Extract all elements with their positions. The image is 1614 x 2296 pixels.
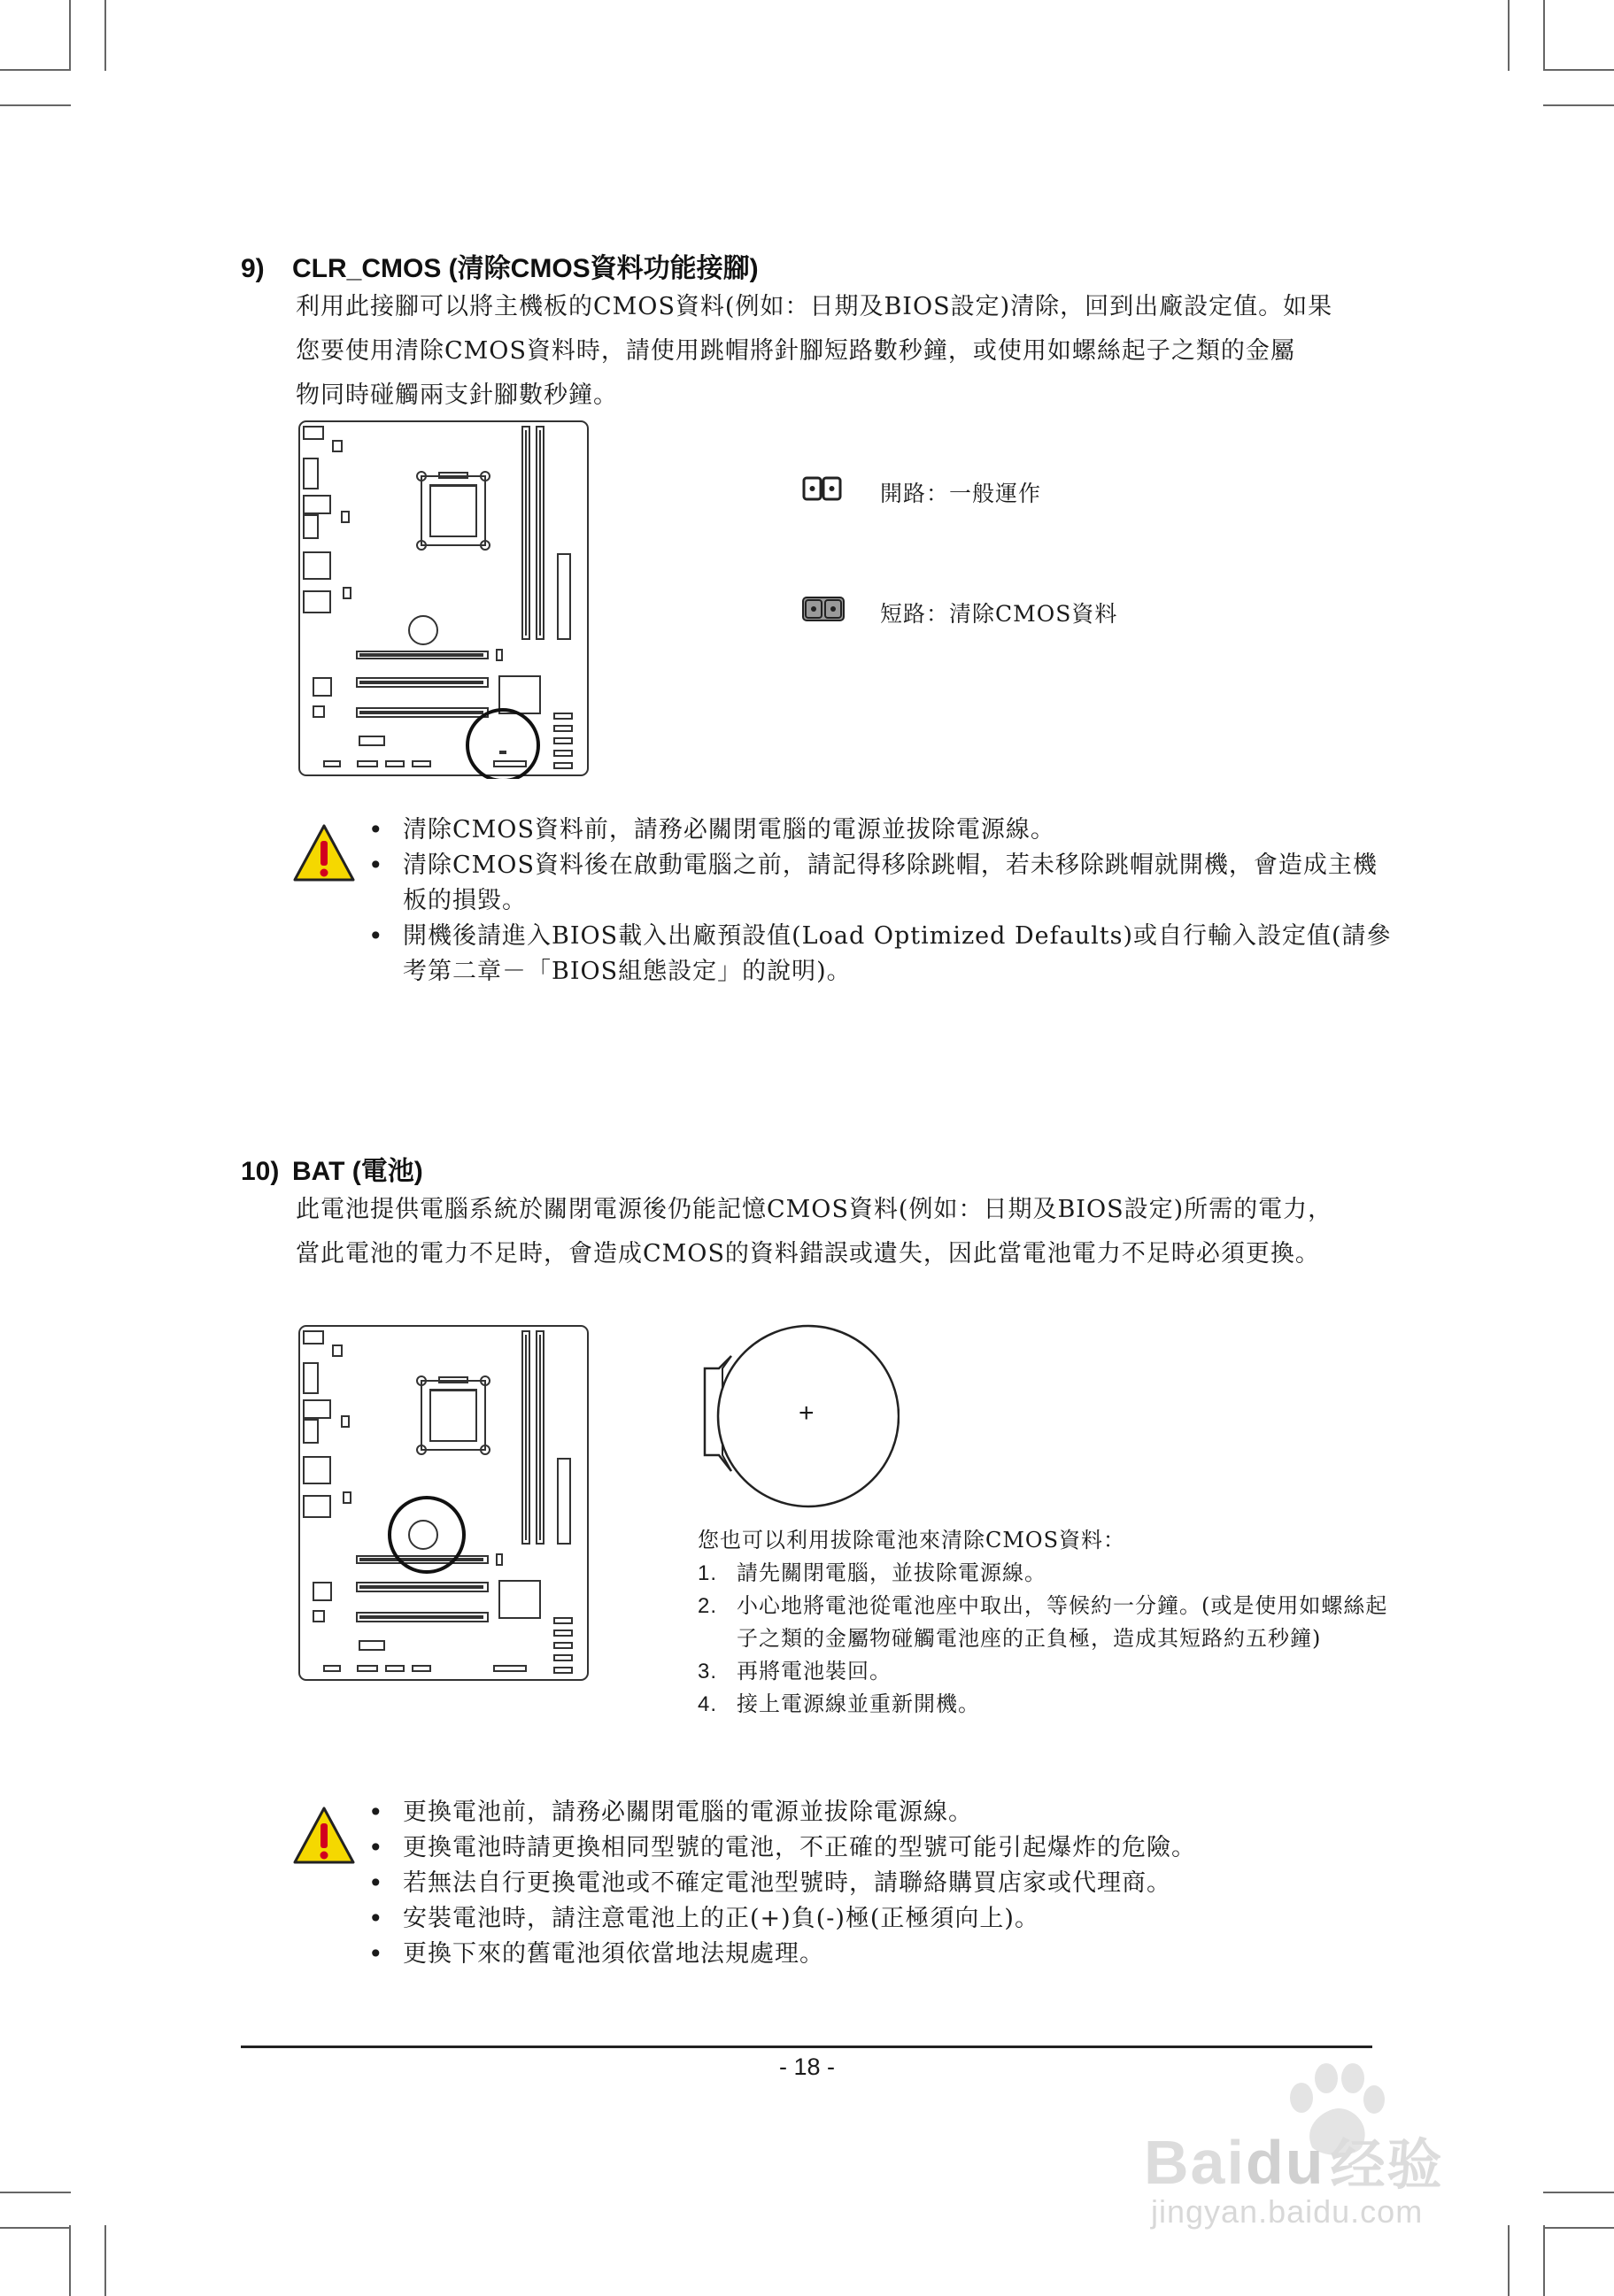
section-10-paragraph bbox=[296, 1188, 1385, 1276]
crop-mark bbox=[104, 2225, 106, 2296]
page-number: - 18 - bbox=[778, 2053, 836, 2080]
battery-holder-icon bbox=[696, 1322, 900, 1512]
step-item bbox=[698, 1590, 1388, 1655]
step-text: 再將電池裝回。 bbox=[737, 1659, 892, 1683]
warning-item: • 開機後請進入BIOS載入出廠預設值(Load Optimized Defaults)或自行輸入設定值(請參考第二章－「BIOS組態設定」的說明)。 bbox=[365, 919, 1392, 990]
warning-item: • 更換電池時請更換相同型號的電池，不正確的型號可能引起爆炸的危險。 bbox=[365, 1830, 1392, 1866]
section-10-warning-list bbox=[365, 1795, 1392, 1972]
motherboard-diagram-clr-cmos bbox=[297, 420, 591, 779]
crop-mark bbox=[1543, 69, 1614, 71]
steps-intro: 您也可以利用拔除電池來清除CMOS資料： bbox=[698, 1528, 1126, 1552]
step-number: 1. bbox=[698, 1561, 718, 1585]
crop-mark bbox=[0, 2192, 71, 2193]
watermark-brand bbox=[1144, 2121, 1443, 2200]
watermark-brand-cn: 经验 bbox=[1330, 2132, 1444, 2197]
section-title: BAT (電池) bbox=[292, 1157, 423, 1186]
step-text: 小心地將電池從電池座中取出，等候約一分鐘。(或是使用如螺絲起子之類的金屬物碰觸電池座的正負極，造成其短路約五秒鐘) bbox=[737, 1593, 1388, 1651]
paragraph-line: 當此電池的電力不足時，會造成CMOS的資料錯誤或遺失，因此當電池電力不足時必須更換。 bbox=[296, 1240, 1320, 1267]
step-number: 2. bbox=[698, 1594, 718, 1618]
watermark-brand-bai: Bai bbox=[1144, 2128, 1246, 2197]
crop-mark bbox=[1543, 0, 1545, 71]
step-text: 接上電源線並重新開機。 bbox=[737, 1691, 980, 1716]
footer-rule bbox=[241, 2046, 1372, 2048]
section-9-warning-list bbox=[365, 813, 1392, 990]
paragraph-line: 您要使用清除CMOS資料時，請使用跳帽將針腳短路數秒鐘，或使用如螺絲起子之類的金屬 bbox=[296, 337, 1295, 365]
warning-item: • 更換下來的舊電池須依當地法規處理。 bbox=[365, 1937, 1392, 1972]
crop-mark bbox=[1508, 0, 1510, 71]
crop-mark bbox=[69, 0, 71, 71]
warning-item: • 清除CMOS資料後在啟動電腦之前，請記得移除跳帽，若未移除跳帽就開機，會造成主機板的損毀。 bbox=[365, 848, 1392, 919]
battery-plus-sign: + bbox=[799, 1398, 815, 1428]
watermark-url: jingyan.baidu.com bbox=[1151, 2193, 1424, 2230]
warning-item: • 安裝電池時，請注意電池上的正(+)負(-)極(正極須向上)。 bbox=[365, 1901, 1392, 1937]
motherboard-diagram-battery bbox=[297, 1324, 591, 1683]
crop-mark bbox=[0, 69, 71, 71]
crop-mark bbox=[1543, 104, 1614, 106]
section-title: CLR_CMOS (清除CMOS資料功能接腳) bbox=[292, 254, 759, 283]
jumper-open-icon bbox=[802, 476, 843, 503]
crop-mark bbox=[1508, 2225, 1510, 2296]
jumper-open-label: 開路：一般運作 bbox=[880, 481, 1042, 506]
paragraph-line: 此電池提供電腦系統於關閉電源後仍能記憶CMOS資料(例如：日期及BIOS設定)所需的電力， bbox=[296, 1196, 1333, 1223]
step-item bbox=[698, 1557, 1388, 1590]
paragraph-line: 物同時碰觸兩支針腳數秒鐘。 bbox=[296, 381, 618, 409]
crop-mark bbox=[69, 2225, 71, 2296]
section-9-heading bbox=[241, 246, 759, 285]
warning-item: • 若無法自行更換電池或不確定電池型號時，請聯絡購買店家或代理商。 bbox=[365, 1866, 1392, 1901]
warning-item: • 更換電池前，請務必關閉電腦的電源並拔除電源線。 bbox=[365, 1795, 1392, 1830]
warning-item: • 清除CMOS資料前，請務必關閉電腦的電源並拔除電源線。 bbox=[365, 813, 1392, 848]
warning-icon bbox=[292, 823, 356, 883]
paragraph-line: 利用此接腳可以將主機板的CMOS資料(例如：日期及BIOS設定)清除，回到出廠設定值。如果 bbox=[296, 293, 1333, 320]
crop-mark bbox=[0, 2227, 71, 2229]
step-number: 3. bbox=[698, 1660, 718, 1683]
step-item bbox=[698, 1688, 1388, 1721]
crop-mark bbox=[1543, 2225, 1545, 2296]
crop-mark bbox=[0, 104, 71, 106]
section-10-heading bbox=[241, 1149, 423, 1188]
baidu-watermark bbox=[1142, 2062, 1523, 2231]
jumper-short-icon bbox=[802, 597, 845, 623]
jumper-short-label: 短路：清除CMOS資料 bbox=[880, 601, 1118, 627]
section-9-paragraph bbox=[296, 285, 1385, 418]
section-number: 10) bbox=[241, 1157, 280, 1186]
battery-clear-steps bbox=[698, 1524, 1388, 1721]
watermark-brand-du: du bbox=[1245, 2128, 1325, 2197]
section-number: 9) bbox=[241, 254, 265, 283]
step-number: 4. bbox=[698, 1692, 718, 1716]
step-text: 請先關閉電腦，並拔除電源線。 bbox=[737, 1560, 1046, 1585]
step-item bbox=[698, 1655, 1388, 1688]
warning-icon bbox=[292, 1806, 356, 1866]
crop-mark bbox=[1543, 2192, 1614, 2193]
crop-mark bbox=[1543, 2227, 1614, 2229]
crop-mark bbox=[104, 0, 106, 71]
